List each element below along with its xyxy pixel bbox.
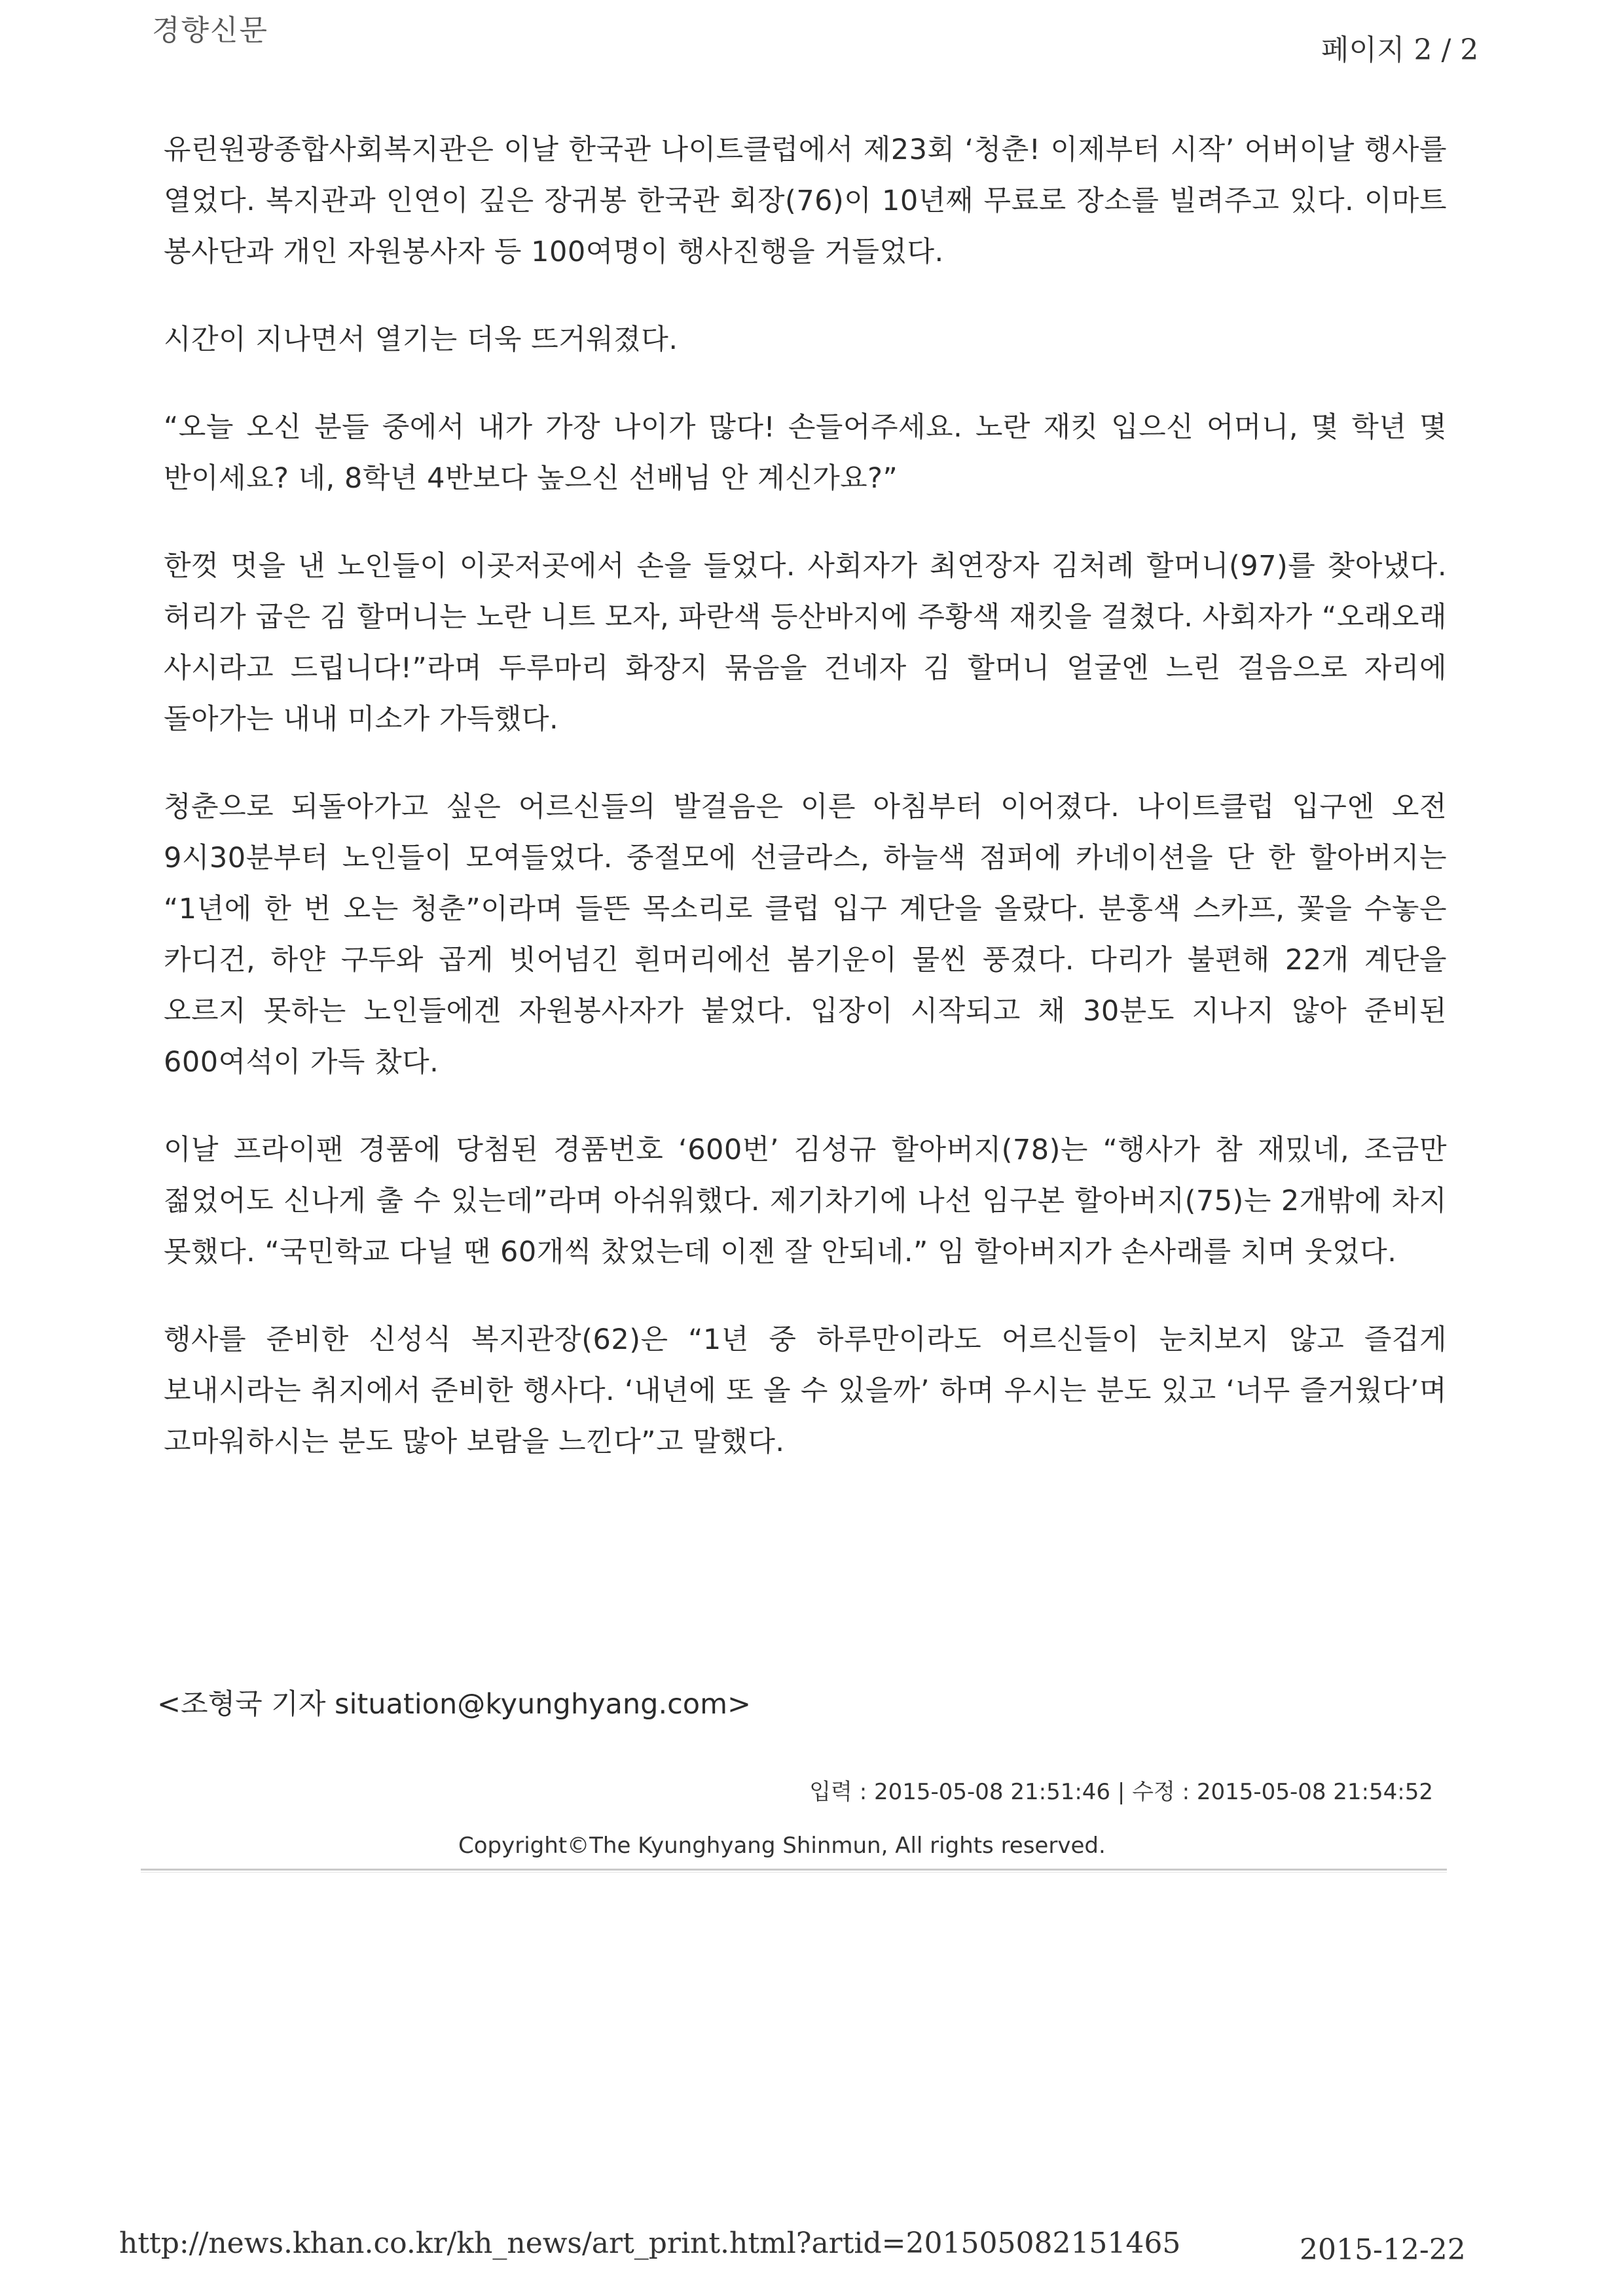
- article-paragraph: “오늘 오신 분들 중에서 내가 가장 나이가 많다! 손들어주세요. 노란 재킷 입으신 어머니, 몇 학년 몇 반이세요? 네, 8학년 4반보다 높으신 선배님 안 계신가요?”: [164, 411, 1447, 495]
- footer-divider: [141, 1869, 1447, 1871]
- footer-divider-shadow: [141, 1872, 1447, 1873]
- copyright-notice: Copyright©The Kyunghyang Shinmun, All rights reserved.: [458, 1833, 1106, 1859]
- page-indicator: 페이지 2 / 2: [1321, 33, 1479, 67]
- article-paragraph: 시간이 지나면서 열기는 더욱 뜨거워졌다.: [164, 323, 678, 356]
- article-paragraph: 청춘으로 되돌아가고 싶은 어르신들의 발걸음은 이른 아침부터 이어졌다. 나이트클럽 입구엔 오전 9시30분부터 노인들이 모여들었다. 중절모에 선글라스, 하늘색 점퍼에 카네이션을 단 한 할아버지는 “1년에 한 번 오는 청춘”이라며 들뜬 목소리로 클럽 입구 계단을 올랐다. 분홍색 스카프, 꽃을 수놓은 카디건, 하얀 구두와 곱게 빗어넘긴 흰머리에선 봄기운이 물씬 풍겼다. 다리가 불편해 22개 계단을 오르지 못하는 노인들에겐 자원봉사자가 붙었다. 입장이 시작되고 채 30분도 지나지 않아 준비된 600여석이 가득 찼다.: [164, 791, 1447, 1079]
- print-date: 2015-12-22: [1300, 2233, 1466, 2267]
- publish-timestamps: 입력 : 2015-05-08 21:51:46 | 수정 : 2015-05-08 21:54:52: [809, 1779, 1433, 1805]
- article-paragraph: 유린원광종합사회복지관은 이날 한국관 나이트클럽에서 제23회 ‘청춘! 이제부터 시작’ 어버이날 행사를 열었다. 복지관과 인연이 깊은 장귀봉 한국관 회장(76)이 10년째 무료로 장소를 빌려주고 있다. 이마트 봉사단과 개인 자원봉사자 등 100여명이 행사진행을 거들었다.: [164, 134, 1447, 268]
- article-paragraph: 이날 프라이팬 경품에 당첨된 경품번호 ‘600번’ 김성규 할아버지(78)는 “행사가 참 재밌네, 조금만 젊었어도 신나게 출 수 있는데”라며 아쉬워했다. 제기차기에 나선 임구본 할아버지(75)는 2개밖에 차지 못했다. “국민학교 다닐 땐 60개씩 찼었는데 이젠 잘 안되네.” 임 할아버지가 손사래를 치며 웃었다.: [164, 1134, 1447, 1268]
- publication-name: 경향신문: [152, 14, 269, 47]
- article-paragraph: 행사를 준비한 신성식 복지관장(62)은 “1년 중 하루만이라도 어르신들이 눈치보지 않고 즐겁게 보내시라는 취지에서 준비한 행사다. ‘내년에 또 올 수 있을까’ 하며 우시는 분도 있고 ‘너무 즐거웠다’며 고마워하시는 분도 많아 보람을 느낀다”고 말했다.: [164, 1323, 1447, 1458]
- reporter-byline: <조형국 기자 situation@kyunghyang.com>: [157, 1688, 751, 1721]
- article-body: [164, 124, 1447, 1504]
- print-source-url: http://news.khan.co.kr/kh_news/art_print.html?artid=201505082151465: [119, 2227, 1181, 2260]
- article-paragraph: 한껏 멋을 낸 노인들이 이곳저곳에서 손을 들었다. 사회자가 최연장자 김처례 할머니(97)를 찾아냈다. 허리가 굽은 김 할머니는 노란 니트 모자, 파란색 등산바지에 주황색 재킷을 걸쳤다. 사회자가 “오래오래 사시라고 드립니다!”라며 두루마리 화장지 묶음을 건네자 김 할머니 얼굴엔 느린 걸음으로 자리에 돌아가는 내내 미소가 가득했다.: [164, 550, 1447, 736]
